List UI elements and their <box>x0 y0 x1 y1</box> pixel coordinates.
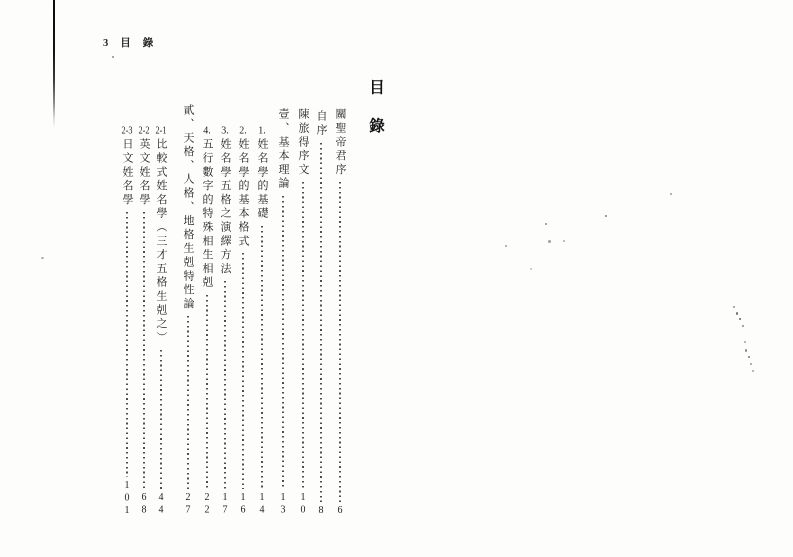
toc-entry-title: 姓名學五格之演繹方法 <box>219 138 231 276</box>
leader-dots <box>143 212 145 489</box>
toc-entry <box>119 126 135 517</box>
scan-speckle <box>112 56 114 58</box>
leader-dots <box>224 281 226 489</box>
page-number: 22 <box>201 492 213 517</box>
toc-entry-title: 英文姓名學 <box>138 138 150 207</box>
toc-entry-title: 五行數字的特殊相生相剋 <box>201 138 213 290</box>
scan-speckle <box>41 257 44 259</box>
leader-dots <box>187 316 189 489</box>
leader-dots <box>160 350 162 489</box>
toc-entry <box>295 108 311 517</box>
scan-speckle <box>530 268 532 270</box>
toc-entry-title: 關聖帝君序 <box>334 108 346 177</box>
page-number: 13 <box>277 492 289 517</box>
leader-dots <box>261 226 263 489</box>
toc-entry-title: 陳旅得序文 <box>297 108 309 177</box>
page-number: 14 <box>256 492 268 517</box>
page-number: 101 <box>121 479 133 517</box>
toc-entry-title: 貳、天格、人格、地格生剋特性論 <box>182 104 194 311</box>
leader-dots <box>282 196 284 489</box>
scan-speckle <box>670 193 672 195</box>
page-number: 6 <box>334 504 346 517</box>
toc-entry-title: 自序 <box>315 110 327 138</box>
scan-speckle <box>605 215 607 217</box>
leader-dots <box>126 212 128 477</box>
scan-speckle <box>545 223 547 225</box>
leader-dots <box>302 182 304 489</box>
toc-entry-label: 2-2 <box>138 126 150 136</box>
toc-entry-title: 比較式姓名學（三才五格生剋之） <box>155 138 167 345</box>
header-page-number: 3 <box>103 38 109 49</box>
page-number: 16 <box>237 492 249 517</box>
page-number: 44 <box>155 492 167 517</box>
toc-entry-title: 姓名學的基礎 <box>256 138 268 221</box>
leader-dots <box>339 182 341 502</box>
toc-entry-label: 3. <box>221 126 229 136</box>
running-header <box>103 35 165 50</box>
toc-entry-label: 2-3 <box>121 126 133 136</box>
page-number: 27 <box>182 492 194 517</box>
toc-entry-label: 2. <box>239 126 247 136</box>
page-number: 17 <box>219 492 231 517</box>
toc-entry <box>136 126 152 517</box>
scan-speckle <box>750 363 752 365</box>
toc-entry <box>235 126 251 517</box>
toc-entry <box>217 126 233 517</box>
scan-speckle <box>548 240 551 243</box>
leader-dots <box>320 143 322 502</box>
page-title: 目錄 <box>367 79 384 156</box>
toc-entry <box>199 126 215 517</box>
toc-entry-title: 壹、基本理論 <box>277 108 289 191</box>
toc-entry <box>180 104 196 517</box>
toc-entry-title: 日文姓名學 <box>121 138 133 207</box>
scan-speckle <box>752 370 754 372</box>
toc-entry-title: 姓名學的基本格式 <box>237 138 249 249</box>
scan-speckle <box>739 318 741 320</box>
toc-entry <box>332 108 348 517</box>
toc-entry <box>153 126 169 517</box>
scan-speckle <box>742 325 744 327</box>
scan-speckle <box>744 341 746 343</box>
page-number: 10 <box>297 492 309 517</box>
leader-dots <box>206 295 208 489</box>
scan-speckle <box>745 349 747 352</box>
scan-speckle <box>736 312 738 315</box>
page-number: 8 <box>315 504 327 517</box>
leader-dots <box>242 253 244 489</box>
scan-edge-artifact <box>53 0 55 128</box>
toc-entry-label: 2-1 <box>155 126 167 136</box>
toc-entry-label: 1. <box>258 126 266 136</box>
scan-speckle <box>563 240 565 242</box>
toc-entry <box>275 108 291 517</box>
toc-entry <box>313 110 329 517</box>
page-number: 68 <box>138 492 150 517</box>
scan-speckle <box>733 306 735 308</box>
scan-speckle <box>748 356 750 358</box>
toc-entry-label: 4. <box>203 126 211 136</box>
toc-entry <box>254 126 270 517</box>
scan-speckle <box>505 245 507 247</box>
header-running-title: 目錄 <box>120 38 166 49</box>
